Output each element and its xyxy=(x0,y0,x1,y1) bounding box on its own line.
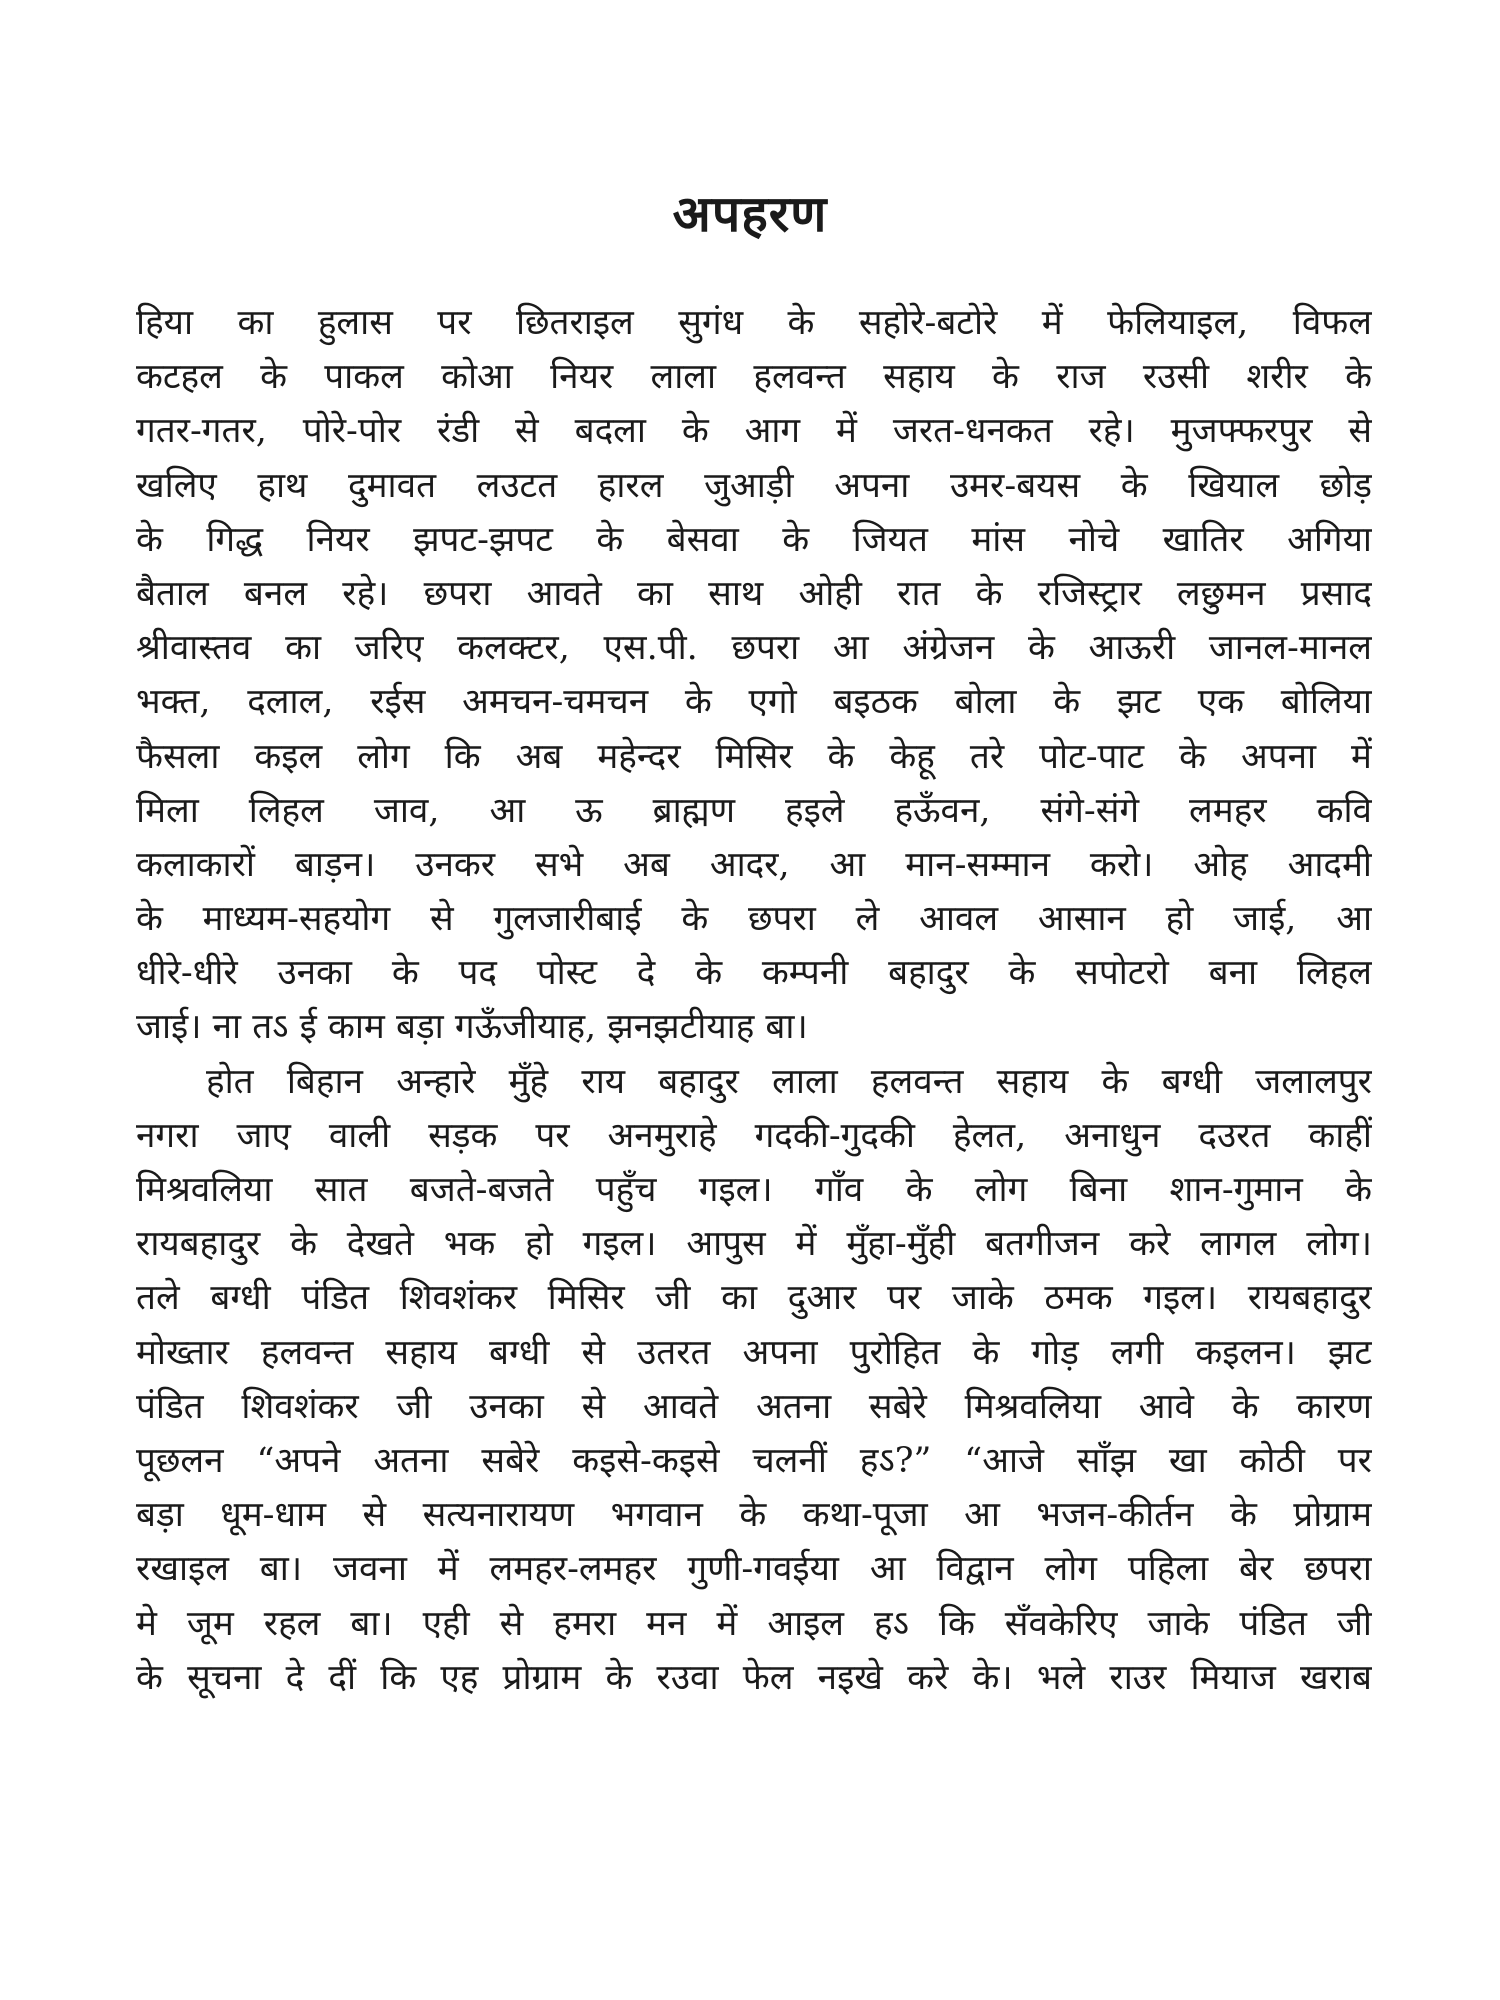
text-line: मिश्रवलिया सात बजते-बजते पहुँच गइल। गाँव के लोग बिना शान-गुमान के xyxy=(136,1170,1372,1210)
paragraph-start-line: होत बिहान अन्हारे मुँहे राय बहादुर लाला हलवन्त सहाय के बग्धी जलालपुर xyxy=(206,1061,1372,1102)
text-line: कलाकारों बाड़न। उनकर सभे अब आदर, आ मान-सम्मान करो। ओह आदमी xyxy=(136,844,1372,885)
text-line: पंडित शिवशंकर जी उनका से आवते अतना सबेरे मिश्रवलिया आवे के कारण xyxy=(136,1386,1372,1427)
text-line: श्रीवास्तव का जरिए कलक्टर, एस.पी. छपरा आ अंग्रेजन के आऊरी जानल-मानल xyxy=(136,628,1372,669)
text-line: मिला लिहल जाव, आ ऊ ब्राह्मण हइले हऊँवन, संगे-संगे लमहर कवि xyxy=(136,790,1372,831)
text-line: बड़ा धूम-धाम से सत्यनारायण भगवान के कथा-पूजा आ भजन-कीर्तन के प्रोग्राम xyxy=(136,1495,1372,1536)
text-line: फैसला कइल लोग कि अब महेन्दर मिसिर के केहू तरे पोट-पाट के अपना में xyxy=(136,736,1372,777)
text-line: के सूचना दे दीं कि एह प्रोग्राम के रउवा फेल नइखे करे के। भले राउर मियाज खराब xyxy=(136,1657,1372,1698)
body-text xyxy=(136,296,1372,1705)
text-line: खलिए हाथ दुमावत लउटत हारल जुआड़ी अपना उमर-बयस के खियाल छोड़ xyxy=(136,465,1372,506)
chapter-title: अपहरण xyxy=(672,184,828,243)
text-line: भक्त, दलाल, रईस अमचन-चमचन के एगो बइठक बोला के झट एक बोलिया xyxy=(136,682,1372,723)
text-line: हिया का हुलास पर छितराइल सुगंध के सहोरे-बटोरे में फेलियाइल, विफल xyxy=(136,303,1372,343)
text-line: धीरे-धीरे उनका के पद पोस्ट दे के कम्पनी बहादुर के सपोटरो बना लिहल xyxy=(136,953,1372,994)
text-line: रखाइल बा। जवना में लमहर-लमहर गुणी-गवईया आ विद्वान लोग पहिला बेर छपरा xyxy=(136,1549,1372,1590)
text-line: तले बग्धी पंडित शिवशंकर मिसिर जी का दुआर पर जाके ठमक गइल। रायबहादुर xyxy=(136,1278,1372,1319)
text-line: के गिद्ध नियर झपट-झपट के बेसवा के जियत मांस नोचे खातिर अगिया xyxy=(136,519,1372,560)
text-line: रायबहादुर के देखते भक हो गइल। आपुस में मुँहा-मुँही बतगीजन करे लागल लोग। xyxy=(136,1224,1372,1265)
text-line: मोख्तार हलवन्त सहाय बग्धी से उतरत अपना पुरोहित के गोड़ लगी कइलन। झट xyxy=(136,1332,1372,1373)
text-line: गतर-गतर, पोरे-पोर रंडी से बदला के आग में जरत-धनकत रहे। मुजफ्फरपुर से xyxy=(136,411,1372,452)
text-line: जाई। ना तऽ ई काम बड़ा गऊँजीयाह, झनझटीयाह बा। xyxy=(136,1007,808,1048)
text-line: बैताल बनल रहे। छपरा आवते का साथ ओही रात के रजिस्ट्रार लछुमन प्रसाद xyxy=(136,573,1372,614)
text-line: कटहल के पाकल कोआ नियर लाला हलवन्त सहाय के राज रउसी शरीर के xyxy=(136,357,1372,398)
text-line: नगरा जाए वाली सड़क पर अनमुराहे गदकी-गुदकी हेलत, अनाधुन दउरत काहीं xyxy=(136,1115,1372,1156)
text-line: के माध्यम-सहयोग से गुलजारीबाई के छपरा ले आवल आसान हो जाई, आ xyxy=(136,899,1372,940)
text-line: पूछलन “अपने अतना सबेरे कइसे-कइसे चलनीं हऽ?” “आजे साँझ खा कोठी पर xyxy=(136,1440,1372,1481)
text-line: मे जूम रहल बा। एही से हमरा मन में आइल हऽ कि सँवकेरिए जाके पंडित जी xyxy=(136,1603,1372,1644)
